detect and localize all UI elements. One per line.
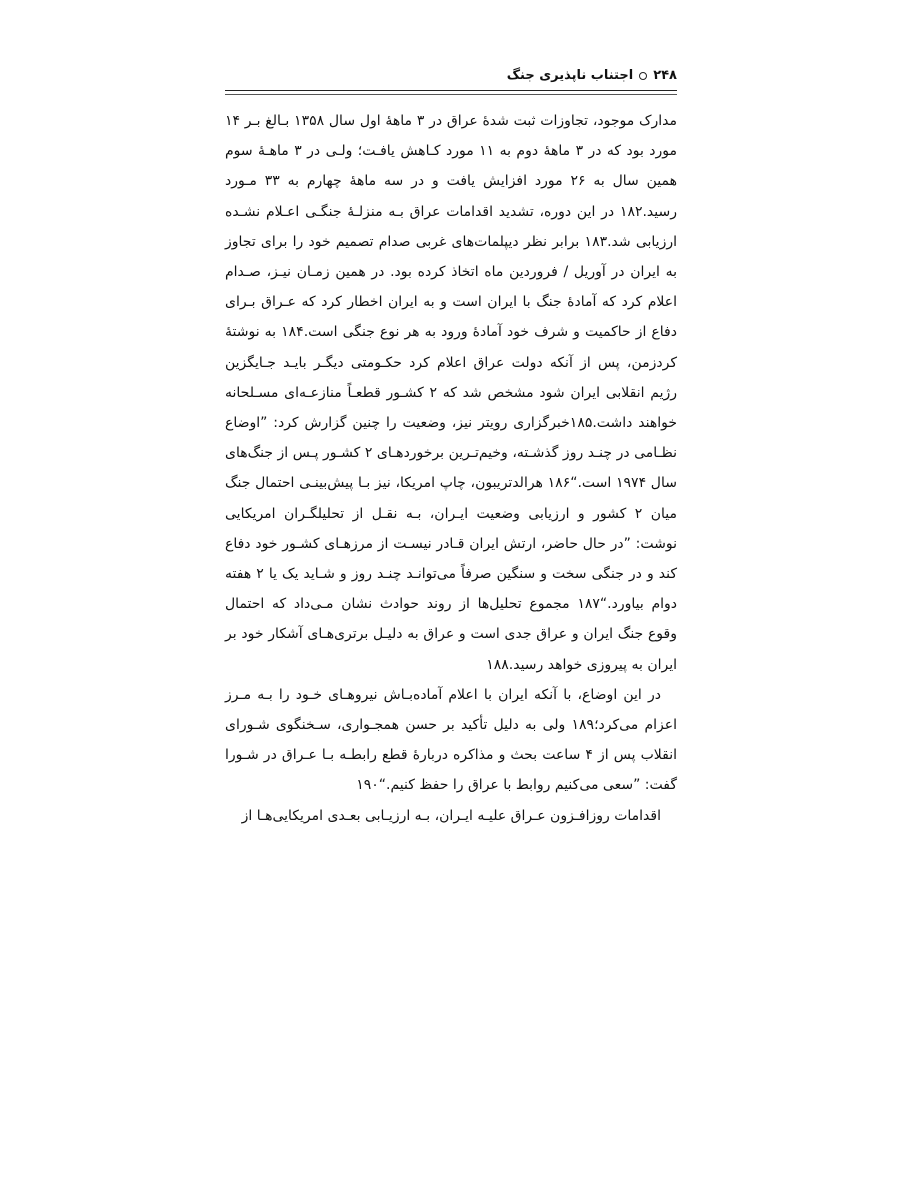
circle-separator-icon	[639, 72, 647, 80]
header-rule	[225, 90, 677, 91]
body-text	[225, 106, 677, 831]
running-head	[225, 66, 677, 86]
book-title: اجتناب ناپذیری جنگ	[506, 68, 634, 83]
paragraph: مدارک موجود، تجاوزات ثبت شدهٔ عراق در ۳ ماههٔ اول سال ۱۳۵۸ بـالغ بـر ۱۴ مورد بود که در ۳ ماههٔ دوم به ۱۱ مورد کـاهش یافـت؛ ولـی در ۳ ماهـهٔ سوم همین سال به ۲۶ مورد افزایش یافت و در سه ماههٔ چهارم به ۳۳ مـورد رسید.۱۸۲ در این دوره، تشدید اقدامات عراق بـه منزلـهٔ جنگـی اعـلام نشـده ارزیابی شد.۱۸۳ برابر نظر دیپلمات‌های غربی صدام تصمیم خود را برای تجاوز به ایران در آوریل / فروردین ماه اتخاذ کرده بود. در همین زمـان نیـز، صـدام اعلام کرد که آمادهٔ جنگ با ایران است و به ایران اخطار کرد که عـراق بـرای دفاع از حاکمیت و شرف خود آمادهٔ ورود به هر نوع جنگی است.۱۸۴ به نوشتهٔ کردزمن، پس از آنکه دولت عراق اعلام کرد حکـومتی دیگـر بایـد جـایگزین رژیم انقلابی ایران شود مشخص شد که ۲ کشـور قطعـاً منازعـه‌ای مسـلحانه خواهند داشت.۱۸۵خبرگزاری رویتر نیز، وضعیت را چنین گزارش کرد: ”اوضاع نظـامی در چنـد روز گذشـته، وخیم‌تـرین برخوردهـای ۲ کشـور پـس از جنگ‌های سال ۱۹۷۴ است.“۱۸۶ هرالدتریبون، چاپ امریکا، نیز بـا پیش‌بینـی احتمال جنگ میان ۲ کشور و ارزیابی وضعیت ایـران، بـه نقـل از تحلیلگـران امریکایی نوشت: ”در حال حاضر، ارتش ایران قـادر نیسـت از مرزهـای کشـور خود دفاع کند و در جنگی سخت و سنگین صرفاً می‌توانـد چنـد روز و شـاید یک یا ۲ هفته دوام بیاورد.“۱۸۷ مجموع تحلیل‌ها از روند حوادث نشان مـی‌داد که احتمال وقوع جنگ ایران و عراق جدی است و عراق به دلیـل برتری‌هـای آشکار خود بر ایران به پیروزی خواهد رسید.۱۸۸	[225, 113, 678, 673]
paragraph: در این اوضاع، با آنکه ایران با اعلام آماده‌بـاش نیروهـای خـود را بـه مـرز اعزام می‌کرد؛۱۸۹ ولی به دلیل تأکید بر حسن همجـواری، سـخنگوی شـورای انقلاب پس از ۴ ساعت بحث و مذاکره دربارهٔ قطع رابطـه بـا عـراق در شـورا گفت: ”سعی می‌کنیم روابط با عراق را حفظ کنیم.“۱۹۰	[225, 686, 678, 794]
header-rule-thin	[225, 94, 677, 95]
paragraph: اقدامات روزافـزون عـراق علیـه ایـران، بـه ارزیـابی بعـدی امریکایی‌هـا از	[241, 807, 661, 824]
page-number: ۲۴۸	[653, 68, 677, 83]
